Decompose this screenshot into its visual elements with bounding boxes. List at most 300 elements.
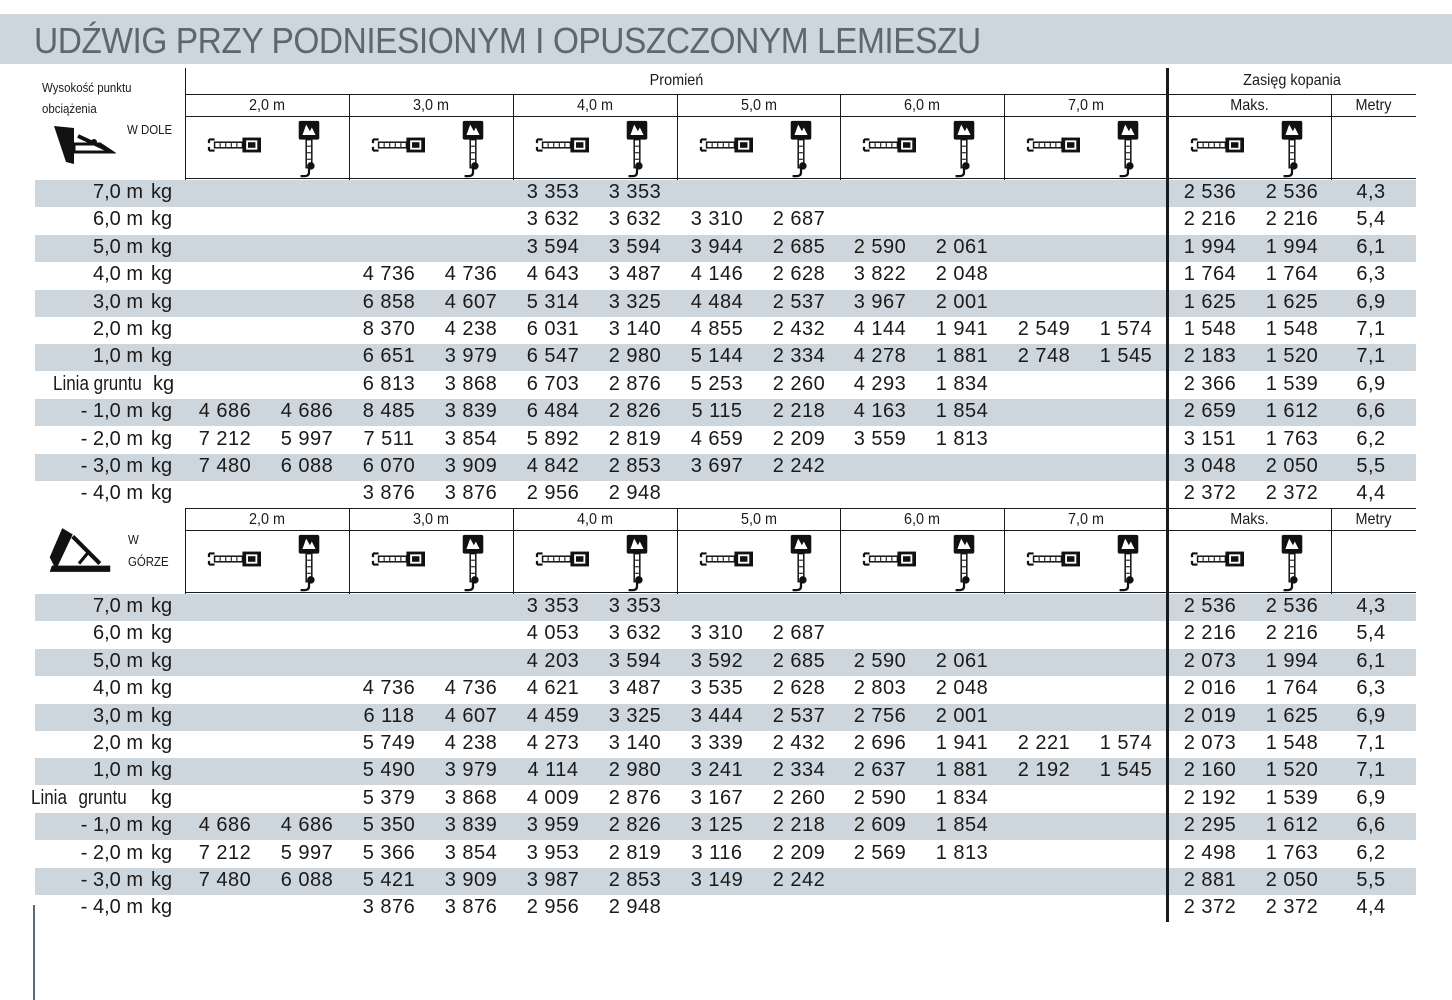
load-value: 4 686 xyxy=(280,814,334,837)
load-value: 2 609 xyxy=(853,814,907,837)
row-height-label: Linia gruntu xyxy=(31,786,127,809)
table-row xyxy=(35,290,1416,317)
table-row xyxy=(35,676,1416,703)
max-reach-value: 3 151 xyxy=(1183,427,1237,450)
row-unit-label: kg xyxy=(151,290,173,313)
blade-down-icon xyxy=(50,124,116,166)
reach-meters-value: 7,1 xyxy=(1356,345,1386,368)
reach-meters-value: 7,1 xyxy=(1356,318,1386,340)
load-value: 2 826 xyxy=(608,400,662,423)
load-value: 3 149 xyxy=(690,869,744,891)
load-value: 2 590 xyxy=(853,235,907,258)
max-reach-value: 1 548 xyxy=(1183,318,1237,340)
radius-column-2: 2,0 m xyxy=(248,97,285,114)
header-rule xyxy=(185,508,1416,509)
row-height-label: 4,0 m xyxy=(92,677,143,700)
load-value: 2 628 xyxy=(772,677,826,700)
row-height-label: 6,0 m xyxy=(92,208,143,231)
load-value: 3 444 xyxy=(690,704,744,727)
load-value: 4 459 xyxy=(526,704,580,727)
table-row xyxy=(35,454,1416,481)
max-reach-value: 2 216 xyxy=(1265,622,1319,645)
arm-front-icon xyxy=(371,132,427,158)
row-height-label: - 4,0 m xyxy=(80,896,143,919)
arm-front-icon xyxy=(862,132,918,158)
load-value: 2 537 xyxy=(772,704,826,727)
row-height-label: 4,0 m xyxy=(92,263,143,286)
radius-column-4: 4,0 m xyxy=(576,511,613,528)
load-value: 3 868 xyxy=(444,786,498,809)
load-value: 3 839 xyxy=(444,400,498,423)
load-value: 2 980 xyxy=(608,345,662,368)
point-height-label-2: obciążenia xyxy=(42,101,97,116)
load-value: 1 813 xyxy=(935,427,989,450)
max-reach-value: 1 625 xyxy=(1183,290,1237,313)
load-value: 2 061 xyxy=(935,649,989,672)
arm-side-icon xyxy=(461,120,485,178)
row-unit-label: kg xyxy=(151,208,173,231)
load-value: 4 009 xyxy=(526,786,580,809)
table-row xyxy=(35,813,1416,840)
load-value: 6 858 xyxy=(362,290,416,313)
radius-column-5: 5,0 m xyxy=(740,97,777,114)
arm-front-icon xyxy=(535,132,591,158)
radius-column-7: 7,0 m xyxy=(1067,97,1104,114)
load-value: 4 736 xyxy=(362,263,416,286)
title-bar xyxy=(0,14,1452,64)
radius-column-6: 6,0 m xyxy=(903,511,940,528)
radius-column-3: 3,0 m xyxy=(412,97,449,114)
row-unit-label: kg xyxy=(151,263,173,286)
load-value: 1 854 xyxy=(935,814,989,837)
load-value: 6 651 xyxy=(362,345,416,368)
load-value: 2 048 xyxy=(935,677,989,700)
load-value: 4 238 xyxy=(444,318,498,340)
load-value: 3 325 xyxy=(608,290,662,313)
header-divider xyxy=(513,508,514,594)
max-reach-value: 1 539 xyxy=(1265,786,1319,809)
load-value: 8 370 xyxy=(362,318,416,340)
load-value: 5 421 xyxy=(362,869,416,891)
load-value: 3 876 xyxy=(444,896,498,919)
header-divider xyxy=(185,68,186,180)
max-reach-value: 1 612 xyxy=(1265,814,1319,837)
load-value: 3 876 xyxy=(362,482,416,505)
max-header: Maks. xyxy=(1230,511,1269,528)
reach-meters-value: 6,9 xyxy=(1356,372,1386,395)
header-divider xyxy=(677,508,678,594)
table-row xyxy=(35,594,1416,621)
load-value: 1 545 xyxy=(1099,345,1153,368)
max-reach-value: 2 050 xyxy=(1265,869,1319,891)
row-unit-label: kg xyxy=(151,896,173,919)
table-row xyxy=(35,235,1416,262)
table-row xyxy=(35,180,1416,207)
arm-front-icon xyxy=(699,546,755,572)
max-reach-value: 2 881 xyxy=(1183,869,1237,891)
load-value: 2 221 xyxy=(1017,732,1071,754)
load-value: 2 756 xyxy=(853,704,907,727)
load-value: 2 192 xyxy=(1017,759,1071,782)
reach-meters-value: 6,9 xyxy=(1356,704,1386,727)
load-value: 6 484 xyxy=(526,400,580,423)
row-unit-label: kg xyxy=(151,814,173,837)
load-value: 6 070 xyxy=(362,455,416,477)
max-reach-value: 1 625 xyxy=(1265,290,1319,313)
max-reach-value: 1 764 xyxy=(1265,677,1319,700)
load-value: 3 325 xyxy=(608,704,662,727)
load-value: 3 854 xyxy=(444,841,498,864)
load-value: 2 819 xyxy=(608,841,662,864)
header-divider xyxy=(840,94,841,180)
load-value: 3 979 xyxy=(444,345,498,368)
row-height-label: - 4,0 m xyxy=(80,482,143,505)
table-row xyxy=(35,427,1416,454)
left-rule xyxy=(33,905,35,1000)
load-value: 5 892 xyxy=(526,427,580,450)
load-value: 1 854 xyxy=(935,400,989,423)
load-value: 6 031 xyxy=(526,318,580,340)
header-divider xyxy=(1331,94,1332,180)
reach-header: Zasięg kopania xyxy=(1243,72,1341,89)
load-value: 2 685 xyxy=(772,235,826,258)
table-row xyxy=(35,649,1416,676)
header-rule xyxy=(185,178,1416,179)
load-value: 7 212 xyxy=(198,841,252,864)
table-row xyxy=(35,731,1416,758)
table-row xyxy=(31,786,1416,813)
load-value: 4 163 xyxy=(853,400,907,423)
header-divider xyxy=(677,94,678,180)
load-value: 4 053 xyxy=(526,622,580,645)
load-value: 3 876 xyxy=(444,482,498,505)
row-unit-label: kg xyxy=(151,235,173,258)
meters-header: Metry xyxy=(1355,511,1392,528)
load-value: 2 876 xyxy=(608,372,662,395)
load-value: 2 590 xyxy=(853,649,907,672)
load-value: 1 881 xyxy=(935,345,989,368)
row-unit-label: kg xyxy=(151,318,173,340)
row-height-label: 2,0 m xyxy=(92,318,143,340)
load-value: 3 854 xyxy=(444,427,498,450)
load-value: 3 979 xyxy=(444,759,498,782)
load-value: 3 953 xyxy=(526,841,580,864)
load-value: 2 948 xyxy=(608,896,662,919)
load-value: 5 314 xyxy=(526,290,580,313)
load-value: 1 574 xyxy=(1099,732,1153,754)
max-reach-value: 1 994 xyxy=(1183,235,1237,258)
table-row xyxy=(35,317,1416,344)
radius-column-5: 5,0 m xyxy=(740,511,777,528)
load-value: 3 592 xyxy=(690,649,744,672)
row-height-label: - 3,0 m xyxy=(80,455,143,477)
load-value: 2 876 xyxy=(608,786,662,809)
max-reach-value: 2 216 xyxy=(1265,208,1319,231)
load-value: 4 607 xyxy=(444,704,498,727)
load-value: 1 834 xyxy=(935,372,989,395)
arm-side-icon xyxy=(789,120,813,178)
row-height-label: 1,0 m xyxy=(92,345,143,368)
row-unit-label: kg xyxy=(151,869,173,891)
arm-front-icon xyxy=(535,546,591,572)
row-unit-label: kg xyxy=(151,427,173,450)
reach-meters-value: 5,5 xyxy=(1356,869,1386,891)
max-reach-value: 2 536 xyxy=(1265,595,1319,617)
load-value: 3 594 xyxy=(608,235,662,258)
max-reach-value: 2 073 xyxy=(1183,649,1237,672)
max-reach-value: 2 372 xyxy=(1265,896,1319,919)
table-row xyxy=(35,758,1416,785)
load-value: 2 696 xyxy=(853,732,907,754)
load-value: 2 819 xyxy=(608,427,662,450)
load-value: 3 487 xyxy=(608,677,662,700)
header-rule xyxy=(185,116,1416,117)
load-value: 1 545 xyxy=(1099,759,1153,782)
reach-meters-value: 6,6 xyxy=(1356,400,1386,423)
load-value: 2 432 xyxy=(772,318,826,340)
load-value: 2 209 xyxy=(772,841,826,864)
load-value: 2 948 xyxy=(608,482,662,505)
row-height-label: 5,0 m xyxy=(92,649,143,672)
row-height-label: - 2,0 m xyxy=(80,841,143,864)
reach-meters-value: 6,1 xyxy=(1356,235,1386,258)
reach-meters-value: 4,3 xyxy=(1356,181,1386,203)
reach-meters-value: 4,4 xyxy=(1356,482,1386,505)
load-value: 3 909 xyxy=(444,869,498,891)
load-value: 4 114 xyxy=(527,759,579,782)
reach-meters-value: 5,4 xyxy=(1356,622,1386,645)
load-value: 5 350 xyxy=(362,814,416,837)
header-divider xyxy=(513,94,514,180)
load-value: 3 353 xyxy=(608,181,662,203)
max-reach-value: 2 216 xyxy=(1183,208,1237,231)
load-value: 2 218 xyxy=(772,400,826,423)
blade-up-label-2: GÓRZE xyxy=(128,554,169,569)
load-value: 2 980 xyxy=(608,759,662,782)
max-reach-value: 1 548 xyxy=(1265,318,1319,340)
load-value: 3 594 xyxy=(608,649,662,672)
header-divider xyxy=(1004,94,1005,180)
table-row xyxy=(35,372,1416,399)
arm-side-icon xyxy=(952,120,976,178)
load-value: 3 487 xyxy=(608,263,662,286)
max-reach-value: 1 994 xyxy=(1265,649,1319,672)
load-value: 4 278 xyxy=(853,345,907,368)
reach-meters-value: 6,2 xyxy=(1356,841,1386,864)
load-value: 4 736 xyxy=(362,677,416,700)
load-value: 3 167 xyxy=(690,786,744,809)
radius-column-4: 4,0 m xyxy=(576,97,613,114)
table-row xyxy=(35,262,1416,289)
radius-column-6: 6,0 m xyxy=(903,97,940,114)
row-unit-label: kg xyxy=(151,622,173,645)
load-value: 3 632 xyxy=(608,208,662,231)
load-value: 3 125 xyxy=(690,814,744,837)
max-reach-value: 1 520 xyxy=(1265,345,1319,368)
table-row xyxy=(35,344,1416,371)
row-height-label: 6,0 m xyxy=(92,622,143,645)
row-unit-label: kg xyxy=(151,455,173,477)
load-value: 4 643 xyxy=(526,263,580,286)
load-value: 3 987 xyxy=(526,869,580,891)
load-value: 2 685 xyxy=(772,649,826,672)
load-value: 1 941 xyxy=(935,732,989,754)
load-value: 2 956 xyxy=(526,482,580,505)
load-value: 4 736 xyxy=(444,263,498,286)
header-rule xyxy=(185,592,1416,593)
load-value: 6 088 xyxy=(280,869,334,891)
max-reach-value: 2 295 xyxy=(1183,814,1237,837)
row-height-label: - 1,0 m xyxy=(80,814,143,837)
load-value: 7 511 xyxy=(363,427,415,450)
load-value: 4 607 xyxy=(444,290,498,313)
row-height-label: 2,0 m xyxy=(92,732,143,754)
reach-meters-value: 7,1 xyxy=(1356,759,1386,782)
load-value: 7 480 xyxy=(198,455,252,477)
load-value: 2 628 xyxy=(772,263,826,286)
load-value: 4 736 xyxy=(444,677,498,700)
arm-side-icon xyxy=(297,120,321,178)
reach-meters-value: 6,3 xyxy=(1356,677,1386,700)
radius-column-2: 2,0 m xyxy=(248,511,285,528)
meters-header: Metry xyxy=(1355,97,1392,114)
arm-side-icon xyxy=(297,534,321,592)
load-value: 4 203 xyxy=(526,649,580,672)
row-unit-label: kg xyxy=(151,400,173,423)
table-row xyxy=(35,207,1416,234)
load-value: 5 749 xyxy=(362,732,416,754)
load-value: 2 334 xyxy=(772,759,826,782)
blade-down-label: W DOLE xyxy=(127,122,173,137)
arm-front-icon xyxy=(207,546,263,572)
load-value: 3 353 xyxy=(608,595,662,617)
reach-divider xyxy=(1166,68,1169,922)
table-row xyxy=(35,841,1416,868)
max-reach-value: 2 659 xyxy=(1183,400,1237,423)
header-rule xyxy=(185,94,1416,95)
max-reach-value: 2 216 xyxy=(1183,622,1237,645)
load-value: 8 485 xyxy=(362,400,416,423)
max-reach-value: 1 763 xyxy=(1265,427,1319,450)
load-value: 2 956 xyxy=(526,896,580,919)
page-title: UDŹWIG PRZY PODNIESIONYM I OPUSZCZONYM LEMIESZU xyxy=(34,20,981,61)
arm-front-icon xyxy=(699,132,755,158)
max-reach-value: 1 625 xyxy=(1265,704,1319,727)
row-height-label: 7,0 m xyxy=(92,595,143,617)
max-reach-value: 2 016 xyxy=(1183,677,1237,700)
load-value: 4 144 xyxy=(853,318,907,340)
load-value: 1 941 xyxy=(935,318,989,340)
max-reach-value: 1 764 xyxy=(1265,263,1319,286)
arm-front-icon xyxy=(1190,132,1246,158)
max-reach-value: 2 192 xyxy=(1183,786,1237,809)
max-reach-value: 2 050 xyxy=(1265,455,1319,477)
load-value: 2 803 xyxy=(853,677,907,700)
load-value: 2 687 xyxy=(772,208,826,231)
blade-up-label: W xyxy=(128,532,139,547)
load-value: 2 334 xyxy=(772,345,826,368)
load-value: 2 569 xyxy=(853,841,907,864)
max-reach-value: 2 372 xyxy=(1183,896,1237,919)
load-value: 2 242 xyxy=(772,869,826,891)
load-value: 5 366 xyxy=(362,841,416,864)
arm-side-icon xyxy=(1116,120,1140,178)
reach-meters-value: 6,2 xyxy=(1356,427,1386,450)
reach-meters-value: 6,3 xyxy=(1356,263,1386,286)
row-unit-label: kg xyxy=(151,181,173,203)
row-height-label: 1,0 m xyxy=(92,759,143,782)
load-value: 3 967 xyxy=(853,290,907,313)
load-value: 4 842 xyxy=(526,455,580,477)
load-value: 3 310 xyxy=(690,622,744,645)
max-reach-value: 1 994 xyxy=(1265,235,1319,258)
load-value: 3 594 xyxy=(526,235,580,258)
arm-front-icon xyxy=(207,132,263,158)
load-value: 3 632 xyxy=(608,622,662,645)
load-value: 2 687 xyxy=(772,622,826,645)
max-reach-value: 1 612 xyxy=(1265,400,1319,423)
row-unit-label: kg xyxy=(151,482,173,505)
row-height-label: 7,0 m xyxy=(92,181,143,203)
load-value: 6 813 xyxy=(362,372,416,395)
load-value: 4 621 xyxy=(526,677,580,700)
load-value: 2 853 xyxy=(608,869,662,891)
load-value: 3 876 xyxy=(362,896,416,919)
header-divider xyxy=(349,94,350,180)
row-height-label: - 2,0 m xyxy=(80,427,143,450)
header-divider xyxy=(1331,508,1332,594)
row-height-label: 5,0 m xyxy=(92,235,143,258)
max-reach-value: 3 048 xyxy=(1183,455,1237,477)
row-unit-label: kg xyxy=(151,704,173,727)
arm-side-icon xyxy=(789,534,813,592)
row-unit-label: kg xyxy=(151,759,173,782)
load-value: 3 822 xyxy=(853,263,907,286)
load-value: 2 048 xyxy=(935,263,989,286)
load-value: 2 260 xyxy=(772,786,826,809)
max-reach-value: 2 536 xyxy=(1183,181,1237,203)
arm-front-icon xyxy=(371,546,427,572)
table-row xyxy=(35,868,1416,895)
reach-meters-value: 6,9 xyxy=(1356,786,1386,809)
load-value: 1 834 xyxy=(935,786,989,809)
max-reach-value: 2 019 xyxy=(1183,704,1237,727)
reach-meters-value: 7,1 xyxy=(1356,732,1386,754)
load-value: 3 697 xyxy=(690,455,744,477)
load-value: 2 001 xyxy=(935,704,989,727)
row-unit-label: kg xyxy=(151,595,173,617)
max-header: Maks. xyxy=(1230,97,1269,114)
radius-column-3: 3,0 m xyxy=(412,511,449,528)
arm-side-icon xyxy=(1280,120,1304,178)
load-value: 2 001 xyxy=(935,290,989,313)
radius-header: Promień xyxy=(649,72,704,89)
load-value: 3 632 xyxy=(526,208,580,231)
max-reach-value: 2 160 xyxy=(1183,759,1237,782)
row-height-label: Linia gruntu xyxy=(53,372,142,395)
reach-meters-value: 5,5 xyxy=(1356,455,1386,477)
max-reach-value: 2 498 xyxy=(1183,841,1237,864)
load-value: 4 484 xyxy=(690,290,744,313)
load-value: 4 686 xyxy=(198,400,252,423)
load-value: 3 535 xyxy=(690,677,744,700)
load-value: 2 637 xyxy=(853,759,907,782)
arm-front-icon xyxy=(1026,132,1082,158)
max-reach-value: 2 536 xyxy=(1183,595,1237,617)
load-value: 3 909 xyxy=(444,455,498,477)
row-unit-label: kg xyxy=(151,345,173,368)
table-row xyxy=(35,399,1416,426)
